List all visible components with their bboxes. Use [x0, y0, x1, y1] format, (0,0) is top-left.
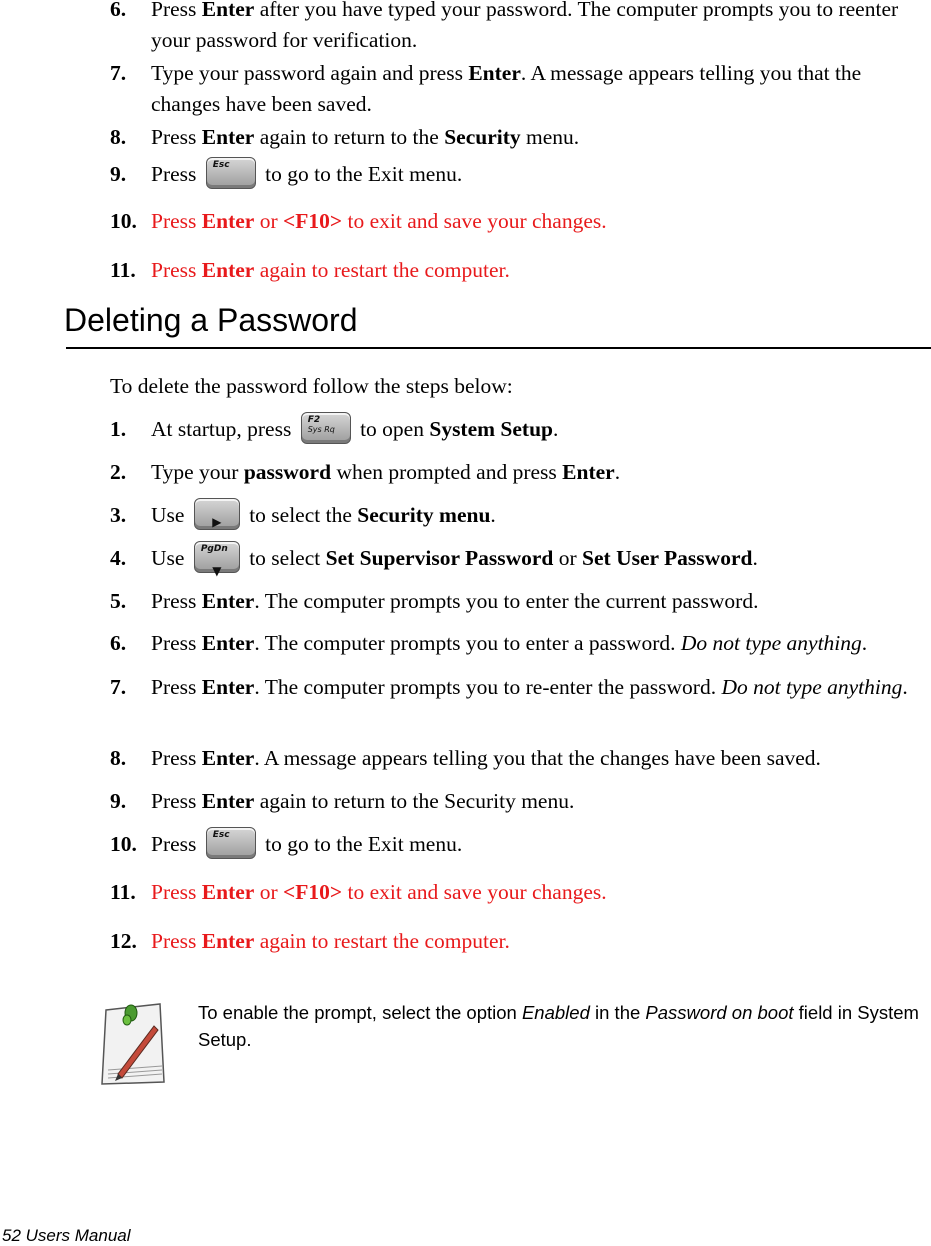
- step-text: Press: [151, 746, 202, 770]
- step-content: [151, 877, 925, 908]
- step-text: to select the: [243, 503, 358, 527]
- page-footer: 52 Users Manual: [2, 1226, 131, 1245]
- step-text: System Setup: [429, 417, 553, 441]
- note-text: Password on boot: [645, 1002, 794, 1023]
- step-text: Enter: [562, 460, 615, 484]
- step-text: Enter: [201, 0, 255, 21]
- step-text: Enter: [201, 789, 255, 813]
- step-item: [110, 206, 925, 237]
- step-content: [151, 743, 925, 774]
- step-content: [151, 829, 925, 860]
- step-text: Press: [151, 929, 202, 953]
- key-esc-icon: Esc: [206, 157, 256, 189]
- note-pencil-icon: [98, 1000, 168, 1088]
- intro-text: To delete the password follow the steps below:: [110, 374, 513, 398]
- step-text: when prompted and press: [331, 460, 563, 484]
- step-content: [151, 414, 925, 445]
- step-text: again to return to the Security menu.: [254, 789, 575, 813]
- step-text: or: [553, 546, 583, 570]
- step-text: or: [254, 209, 283, 233]
- key-esc-icon: Esc: [206, 827, 256, 859]
- step-number: 12.: [110, 929, 137, 953]
- step-item: [110, 628, 925, 659]
- step-number: 2.: [110, 460, 127, 484]
- step-number: 7.: [110, 61, 127, 85]
- step-content: [151, 500, 925, 531]
- step-content: [151, 457, 925, 488]
- step-text: <F10>: [283, 880, 343, 904]
- step-content: [151, 122, 925, 153]
- key-f2-icon: F2 Sys Rq: [301, 412, 351, 444]
- step-text: Press: [151, 789, 202, 813]
- step-text: to select: [243, 546, 326, 570]
- step-text: Do not type anything: [680, 631, 862, 655]
- step-text: Press: [151, 258, 202, 282]
- step-content: [151, 0, 925, 56]
- step-text: . A message appears telling you that the changes have been saved.: [254, 746, 821, 770]
- step-number: 4.: [110, 546, 127, 570]
- step-number: 8.: [110, 746, 127, 770]
- step-item: [110, 159, 925, 190]
- step-item: [110, 543, 925, 579]
- step-number: 9.: [110, 162, 127, 186]
- step-text: .: [752, 546, 758, 570]
- step-content: [151, 786, 925, 817]
- step-item: [110, 743, 925, 774]
- step-content: [151, 543, 925, 579]
- step-text: Security menu: [357, 503, 491, 527]
- step-text: Press: [151, 675, 202, 699]
- step-text: to exit and save your changes.: [342, 880, 607, 904]
- step-text: Enter: [468, 61, 521, 85]
- step-content: [151, 926, 925, 957]
- step-text: menu.: [520, 125, 580, 149]
- note-text: [198, 999, 928, 1053]
- step-text: Enter: [201, 631, 255, 655]
- note-text: in the: [589, 1002, 646, 1023]
- step-number: 5.: [110, 589, 127, 613]
- step-number: 10.: [110, 832, 137, 856]
- step-text: Press: [151, 832, 202, 856]
- step-content: [151, 586, 925, 617]
- step-text: Press: [151, 162, 202, 186]
- step-text: . A message appears telling you that the changes have been saved.: [151, 61, 862, 116]
- step-item: [110, 414, 925, 445]
- step-text: again to return to the: [254, 125, 445, 149]
- step-text: Enter: [201, 258, 255, 282]
- key-pgdn-icon: PgDn ▼: [194, 541, 240, 573]
- step-item: [110, 586, 925, 617]
- step-text: .: [553, 417, 559, 441]
- step-text: Enter: [201, 125, 255, 149]
- step-text: Type your password again and press: [151, 61, 469, 85]
- step-text: Press: [151, 880, 202, 904]
- step-text: after you have typed your password. The computer prompts you to reenter your password for verification.: [151, 0, 899, 52]
- step-number: 9.: [110, 789, 127, 813]
- step-item: [110, 58, 925, 120]
- step-text: Security: [444, 125, 521, 149]
- step-text: Press: [151, 0, 202, 21]
- step-text: Use: [151, 503, 190, 527]
- step-item: [110, 0, 925, 56]
- step-text: or: [254, 880, 283, 904]
- step-text: to exit and save your changes.: [342, 209, 607, 233]
- note-text: To enable the prompt, select the option: [198, 1002, 522, 1023]
- step-item: [110, 122, 925, 153]
- step-item: [110, 500, 925, 531]
- step-text: to open: [354, 417, 430, 441]
- step-number: 11.: [110, 880, 136, 904]
- step-number: 3.: [110, 503, 127, 527]
- step-content: [151, 58, 925, 120]
- step-text: Set User Password: [582, 546, 753, 570]
- step-text: Press: [151, 209, 202, 233]
- step-number: 11.: [110, 258, 136, 282]
- step-number: 1.: [110, 417, 127, 441]
- step-text: .: [490, 503, 496, 527]
- step-text: Enter: [201, 746, 255, 770]
- step-text: Enter: [201, 880, 255, 904]
- step-text: Press: [151, 631, 202, 655]
- step-text: Enter: [201, 209, 255, 233]
- step-text: Press: [151, 125, 202, 149]
- step-number: 6.: [110, 631, 127, 655]
- step-text: Set Supervisor Password: [325, 546, 554, 570]
- note-text: field in System Setup.: [198, 1002, 919, 1050]
- step-text: . The computer prompts you to enter the current password.: [254, 589, 759, 613]
- section-rule: [66, 347, 931, 349]
- step-text: Enter: [201, 589, 255, 613]
- step-number: 6.: [110, 0, 127, 21]
- step-text: Type your: [151, 460, 244, 484]
- step-text: Do not type anything: [721, 675, 903, 699]
- section-title: Deleting a Password: [64, 302, 358, 338]
- step-number: 8.: [110, 125, 127, 149]
- step-text: to go to the Exit menu.: [259, 832, 463, 856]
- step-item: [110, 786, 925, 817]
- step-text: . The computer prompts you to re-enter the password.: [254, 675, 722, 699]
- key-right-icon: ▶: [194, 498, 240, 530]
- note-text: Enabled: [521, 1002, 590, 1023]
- step-content: [151, 672, 925, 703]
- step-text: At startup, press: [151, 417, 297, 441]
- step-text: .: [614, 460, 621, 484]
- step-text: . The computer prompts you to enter a password.: [254, 631, 681, 655]
- step-item: [110, 829, 925, 860]
- step-text: password: [243, 460, 332, 484]
- step-content: [151, 628, 925, 659]
- step-text: again to restart the computer.: [254, 258, 510, 282]
- step-text: <F10>: [283, 209, 343, 233]
- step-item: [110, 877, 925, 908]
- step-content: [151, 159, 925, 190]
- step-text: Enter: [201, 929, 255, 953]
- step-text: Use: [151, 546, 190, 570]
- step-item: [110, 926, 925, 957]
- step-item: [110, 457, 925, 488]
- step-text: again to restart the computer.: [254, 929, 510, 953]
- step-number: 7.: [110, 675, 127, 699]
- step-text: .: [861, 631, 868, 655]
- step-content: [151, 255, 925, 286]
- step-item: [110, 255, 925, 286]
- step-number: 10.: [110, 209, 137, 233]
- step-item: [110, 672, 925, 703]
- step-text: Press: [151, 589, 202, 613]
- step-text: Enter: [201, 675, 255, 699]
- step-text: to go to the Exit menu.: [259, 162, 463, 186]
- step-content: [151, 206, 925, 237]
- step-text: .: [902, 675, 908, 699]
